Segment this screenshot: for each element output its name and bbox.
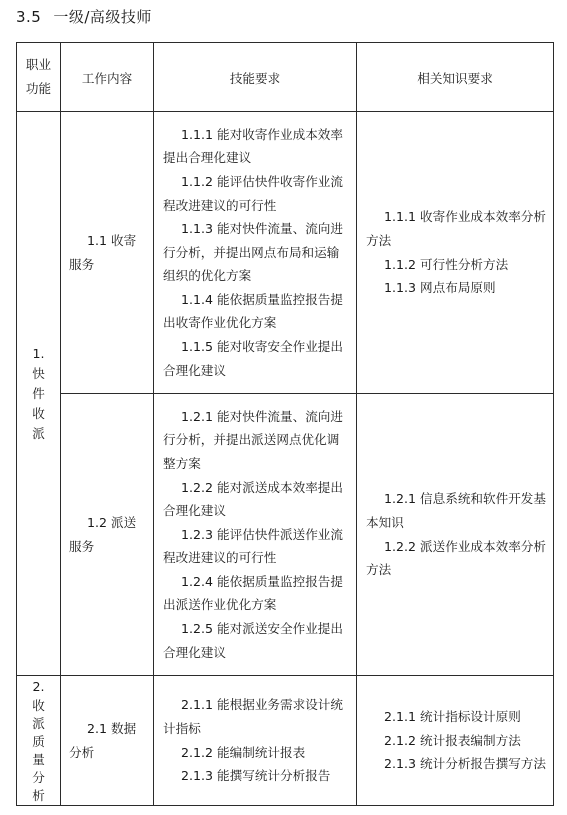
knowledge-cell [357, 394, 554, 676]
header-skills: 技能要求 [154, 43, 357, 112]
function-number: 2. [32, 678, 45, 694]
skill-item: 2.1.2 能编制统计报表 [181, 744, 306, 760]
section-number: 3.5 [16, 8, 42, 26]
knowledge-item: 2.1.3 统计分析报告撰写方法 [384, 756, 546, 772]
function-cell-2 [17, 676, 61, 806]
knowledge-item: 2.1.2 统计报表编制方法 [384, 732, 521, 748]
function-number: 1. [32, 345, 45, 361]
work-cell [61, 394, 154, 676]
knowledge-cell [357, 676, 554, 806]
skill-item: 1.1.5 能对收寄安全作业提出合理化建议 [163, 339, 343, 378]
skill-item: 1.2.3 能评估快件派送作业流程改进建议的可行性 [163, 526, 343, 566]
function-cell-1 [17, 112, 61, 676]
header-function [17, 43, 61, 112]
skill-item: 1.2.1 能对快件流量、流向进行分析，并提出派送网点优化调整方案 [163, 408, 343, 471]
knowledge-item: 1.1.2 可行性分析方法 [384, 256, 509, 272]
skill-item: 2.1.3 能撰写统计分析报告 [181, 768, 331, 784]
skills-cell [154, 394, 357, 676]
work-label: 1.2 派送服务 [69, 514, 137, 554]
knowledge-item: 1.2.2 派送作业成本效率分析方法 [366, 538, 546, 578]
work-label: 1.1 收寄服务 [69, 232, 137, 272]
knowledge-item: 1.1.1 收寄作业成本效率分析方法 [366, 209, 546, 248]
knowledge-item: 1.2.1 信息系统和软件开发基本知识 [366, 491, 546, 530]
section-title: 一级/高级技师 [53, 8, 152, 26]
skill-item: 2.1.1 能根据业务需求设计统计指标 [163, 697, 343, 736]
function-name: 收派质量分析 [32, 697, 45, 803]
table-row [17, 394, 554, 676]
skill-item: 1.1.1 能对收寄作业成本效率提出合理化建议 [163, 126, 343, 166]
skill-item: 1.1.3 能对快件流量、流向进行分析，并提出网点布局和运输组织的优化方案 [163, 221, 343, 284]
skills-cell [154, 112, 357, 394]
knowledge-cell [357, 112, 554, 394]
skill-item: 1.1.2 能评估快件收寄作业流程改进建议的可行性 [163, 173, 343, 213]
work-cell [61, 676, 154, 806]
skill-item: 1.2.4 能依据质量监控报告提出派送作业优化方案 [163, 573, 343, 613]
header-knowledge: 相关知识要求 [357, 43, 554, 112]
knowledge-item: 1.1.3 网点布局原则 [384, 280, 496, 296]
skills-cell [154, 676, 357, 806]
header-work: 工作内容 [61, 43, 154, 112]
work-label: 2.1 数据分析 [69, 720, 137, 760]
function-name: 快件收派 [32, 365, 45, 441]
skill-item: 1.2.2 能对派送成本效率提出合理化建议 [163, 479, 343, 519]
work-cell [61, 112, 154, 394]
table-header-row [17, 43, 554, 112]
skill-item: 1.1.4 能依据质量监控报告提出收寄作业优化方案 [163, 291, 343, 331]
header-function-label: 职业功能 [25, 57, 52, 96]
skill-item: 1.2.5 能对派送安全作业提出合理化建议 [163, 621, 343, 660]
knowledge-item: 2.1.1 统计指标设计原则 [384, 709, 521, 725]
requirements-table [16, 42, 554, 806]
table-row [17, 112, 554, 394]
section-heading [16, 6, 152, 28]
table-row [17, 676, 554, 806]
